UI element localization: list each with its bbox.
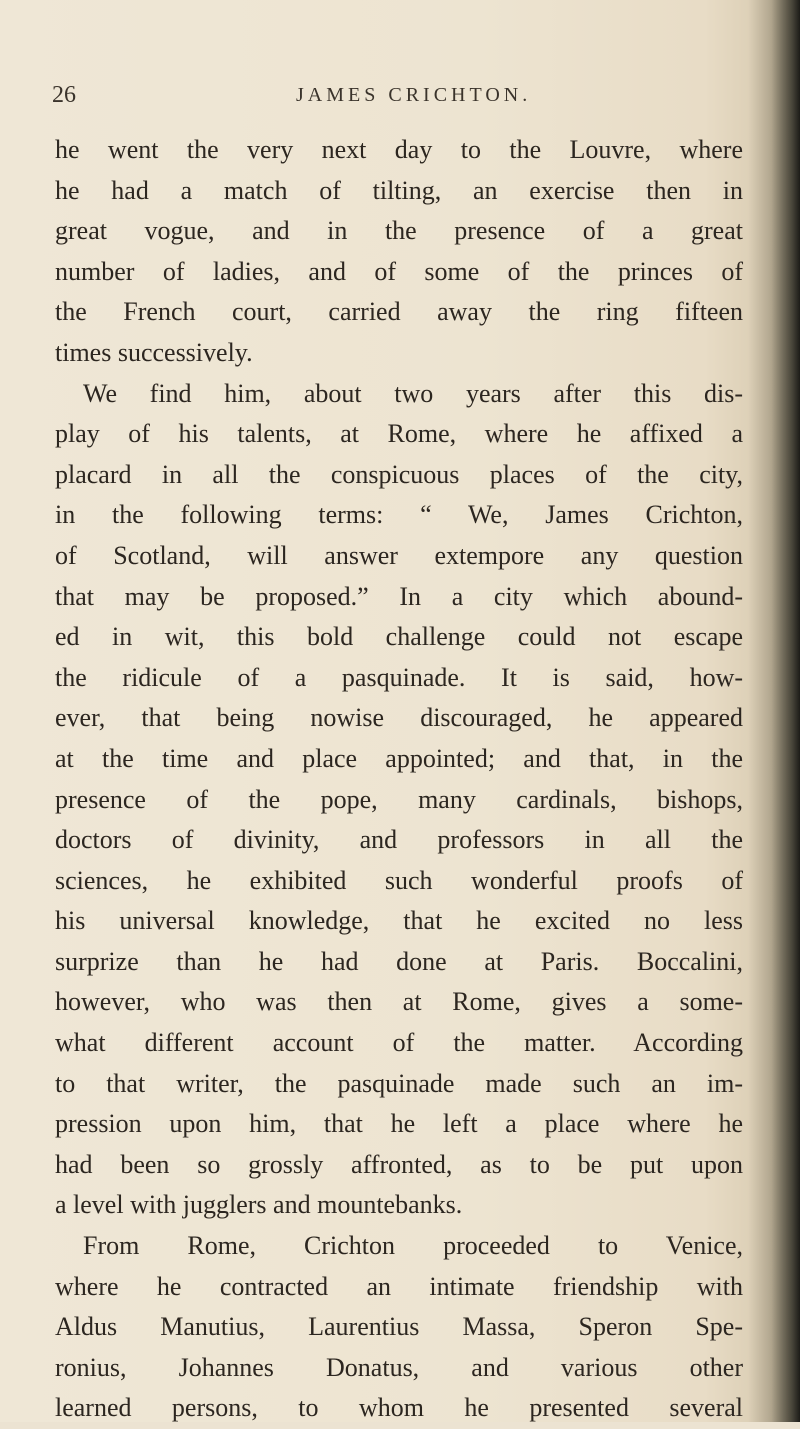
text-line: his universal knowledge, that he excited no less [55,906,743,936]
text-line: times successively. [55,337,253,367]
text-line: number of ladies, and of some of the princes of [55,256,743,286]
text-line: sciences, he exhibited such wonderful proofs of [55,865,743,895]
text-line: learned persons, to whom he presented several [55,1393,743,1423]
text-line: however, who was then at Rome, gives a some- [55,987,743,1017]
text-line: the ridicule of a pasquinade. It is said, how- [55,662,743,692]
text-line: presence of the pope, many cardinals, bishops, [55,784,743,814]
text-line: great vogue, and in the presence of a great [55,216,743,246]
text-line: that may be proposed.” In a city which abound- [55,581,743,611]
text-line: We find him, about two years after this dis- [83,378,743,408]
body-text [55,130,743,1429]
text-line: pression upon him, that he left a place where he [55,1109,743,1139]
text-line: ed in wit, this bold challenge could not escape [55,622,743,652]
text-line: of Scotland, will answer extempore any question [55,540,743,570]
text-line: what different account of the matter. According [55,1028,743,1058]
text-line: he went the very next day to the Louvre, where [55,135,743,164]
page-number: 26 [52,82,76,108]
text-line: to that writer, the pasquinade made such an im- [55,1068,743,1098]
page-edge-shadow [748,0,800,1422]
text-line: ronius, Johannes Donatus, and various other [55,1352,743,1382]
text-line: placard in all the conspicuous places of the city, [55,459,743,489]
text-line: ever, that being nowise discouraged, he appeared [55,703,743,733]
text-line: where he contracted an intimate friendship with [55,1271,743,1301]
text-line: From Rome, Crichton proceeded to Venice, [83,1231,743,1261]
text-line: a level with jugglers and mountebanks. [55,1190,463,1220]
text-line: he had a match of tilting, an exercise then in [55,175,743,205]
running-head [52,82,742,122]
text-line: had been so grossly affronted, as to be put upon [55,1149,743,1179]
text-line: surprize than he had done at Paris. Boccalini, [55,946,743,976]
running-title: JAMES CRICHTON. [296,84,532,106]
text-line: in the following terms: “ We, James Crichton, [55,500,743,530]
text-line: the French court, carried away the ring fifteen [55,297,743,327]
text-line: play of his talents, at Rome, where he affixed a [55,419,743,449]
text-line: Aldus Manutius, Laurentius Massa, Speron Spe- [55,1312,743,1342]
text-line: at the time and place appointed; and that, in the [55,743,743,773]
text-line: doctors of divinity, and professors in all the [55,825,743,855]
